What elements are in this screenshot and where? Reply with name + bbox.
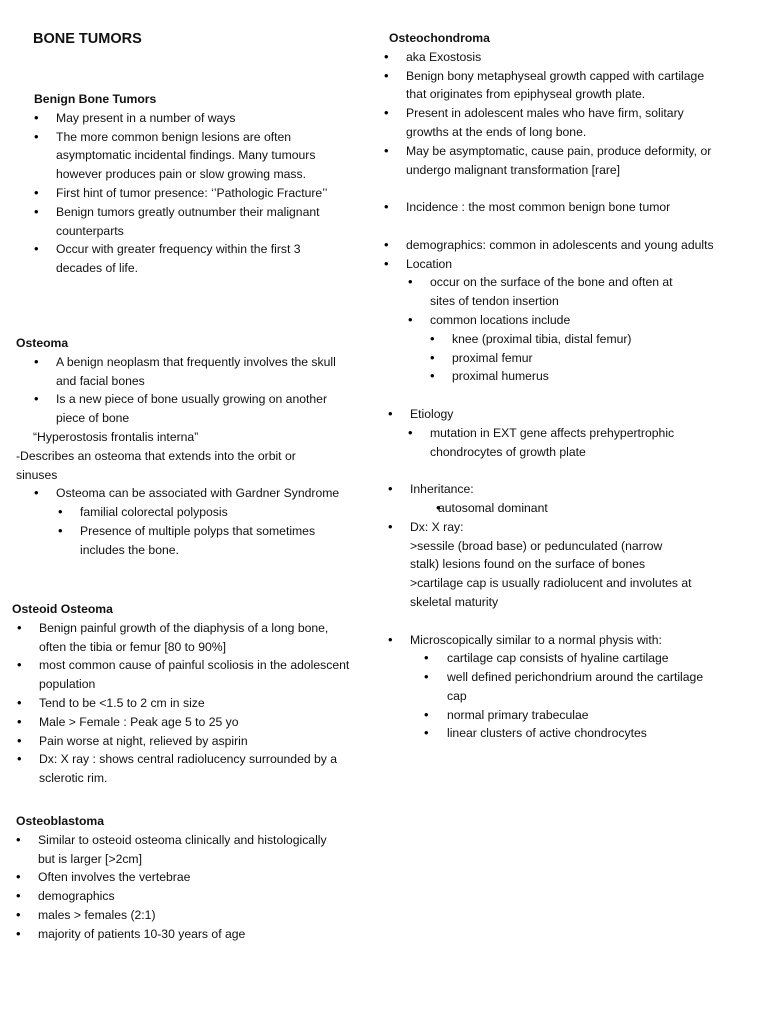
- list-item: skeletal maturity: [410, 594, 499, 609]
- osteoma-heading: Osteoma: [16, 336, 69, 350]
- list-item: >cartilage cap is usually radiolucent and involutes at: [410, 576, 692, 591]
- list-item: • knee (proximal tibia, distal femur): [384, 330, 714, 349]
- list-item: often the tibia or femur [80 to 90%]: [39, 639, 226, 654]
- list-item: • Similar to osteoid osteoma clinically and histologically: [16, 831, 327, 850]
- list-item: • Benign painful growth of the diaphysis of a long bone,: [17, 619, 349, 638]
- page-title: BONE TUMORS: [33, 31, 142, 47]
- list-item: • Occur with greater frequency within the first 3: [34, 240, 327, 259]
- list-item: and facial bones: [56, 373, 145, 388]
- list-item: >sessile (broad base) or pedunculated (narrow: [410, 538, 663, 553]
- list-item: sclerotic rim.: [39, 771, 108, 786]
- list-item: growths at the ends of long bone.: [406, 124, 587, 139]
- list-item: that originates from epiphyseal growth plate.: [406, 87, 646, 102]
- list-item: includes the bone.: [80, 542, 179, 557]
- list-item: chondrocytes of growth plate: [430, 444, 586, 459]
- list-item: • The more common benign lesions are often: [34, 128, 327, 147]
- list-item: -Describes an osteoma that extends into the orbit or: [16, 448, 296, 463]
- list-item: • Dx: X ray:: [388, 518, 714, 537]
- list-item: • Incidence : the most common benign bone tumor: [384, 198, 714, 217]
- list-item: but is larger [>2cm]: [38, 851, 142, 866]
- list-item: • occur on the surface of the bone and often at: [384, 273, 714, 292]
- list-item: • majority of patients 10-30 years of age: [16, 925, 327, 944]
- list-item: • males > females (2:1): [16, 906, 327, 925]
- list-item: undergo malignant transformation [rare]: [406, 162, 621, 177]
- benign-section: [34, 90, 327, 278]
- left-column: [33, 30, 142, 49]
- osteoid-heading: Osteoid Osteoma: [12, 602, 113, 616]
- list-item: population: [39, 677, 96, 692]
- list-item: • Is a new piece of bone usually growing on another: [34, 390, 339, 409]
- list-item: • most common cause of painful scoliosis in the adolescent: [17, 656, 349, 675]
- list-item: • well defined perichondrium around the cartilage: [384, 668, 714, 687]
- list-item: • Microscopically similar to a normal physis with:: [388, 631, 714, 650]
- list-item: • Present in adolescent males who have firm, solitary: [384, 104, 714, 123]
- list-item: • First hint of tumor presence: ‘’Pathologic Fracture’’: [34, 184, 327, 203]
- list-item: “Hyperostosis frontalis interna”: [33, 429, 199, 444]
- list-item: • Tend to be <1.5 to 2 cm in size: [17, 694, 349, 713]
- osteoma-section: [16, 334, 339, 560]
- list-item: • Presence of multiple polyps that sometimes: [34, 522, 339, 541]
- list-item: • May present in a number of ways: [34, 109, 327, 128]
- list-item: • Benign bony metaphyseal growth capped with cartilage: [384, 67, 714, 86]
- list-item: • proximal femur: [384, 349, 714, 368]
- list-item: • Often involves the vertebrae: [16, 868, 327, 887]
- osteoid-section: [12, 600, 349, 788]
- list-item: piece of bone: [56, 411, 130, 426]
- list-item: • Location: [384, 255, 714, 274]
- list-item: sinuses: [16, 467, 58, 482]
- list-item: • Pain worse at night, relieved by aspirin: [17, 732, 349, 751]
- osteochondroma-heading: Osteochondroma: [389, 31, 490, 45]
- list-item: • aka Exostosis: [384, 48, 714, 67]
- list-item: • Benign tumors greatly outnumber their malignant: [34, 203, 327, 222]
- list-item: • Dx: X ray : shows central radiolucency surrounded by a: [17, 750, 349, 769]
- list-item: however produces pain or slow growing mass.: [56, 167, 306, 182]
- osteoblastoma-heading: Osteoblastoma: [16, 814, 105, 828]
- list-item: • Inheritance:: [388, 480, 714, 499]
- list-item: sites of tendon insertion: [430, 294, 559, 309]
- list-item: • Osteoma can be associated with Gardner Syndrome: [34, 484, 339, 503]
- list-item: • demographics: [16, 887, 327, 906]
- list-item: • normal primary trabeculae: [384, 706, 714, 725]
- list-item: • mutation in EXT gene affects prehypertrophic: [384, 424, 714, 443]
- list-item: cap: [447, 688, 467, 703]
- list-item: • proximal humerus: [384, 367, 714, 386]
- list-item: • common locations include: [384, 311, 714, 330]
- list-item: counterparts: [56, 223, 124, 238]
- benign-heading: Benign Bone Tumors: [34, 92, 157, 106]
- list-item: • linear clusters of active chondrocytes: [384, 724, 714, 743]
- list-item: • Male > Female : Peak age 5 to 25 yo: [17, 713, 349, 732]
- list-item: • demographics: common in adolescents and young adults: [384, 236, 714, 255]
- list-item: • cartilage cap consists of hyaline cartilage: [384, 649, 714, 668]
- list-item: asymptomatic incidental findings. Many tumours: [56, 148, 316, 163]
- list-item: • A benign neoplasm that frequently involves the skull: [34, 353, 339, 372]
- list-item: • Etiology: [388, 405, 714, 424]
- list-item: • autosomal dominant: [388, 499, 714, 518]
- list-item: • familial colorectal polyposis: [34, 503, 339, 522]
- list-item: decades of life.: [56, 261, 138, 276]
- list-item: • May be asymptomatic, cause pain, produce deformity, or: [384, 142, 714, 161]
- osteochondroma-section: [384, 29, 714, 743]
- osteoblastoma-section: [16, 812, 327, 944]
- list-item: stalk) lesions found on the surface of bones: [410, 557, 646, 572]
